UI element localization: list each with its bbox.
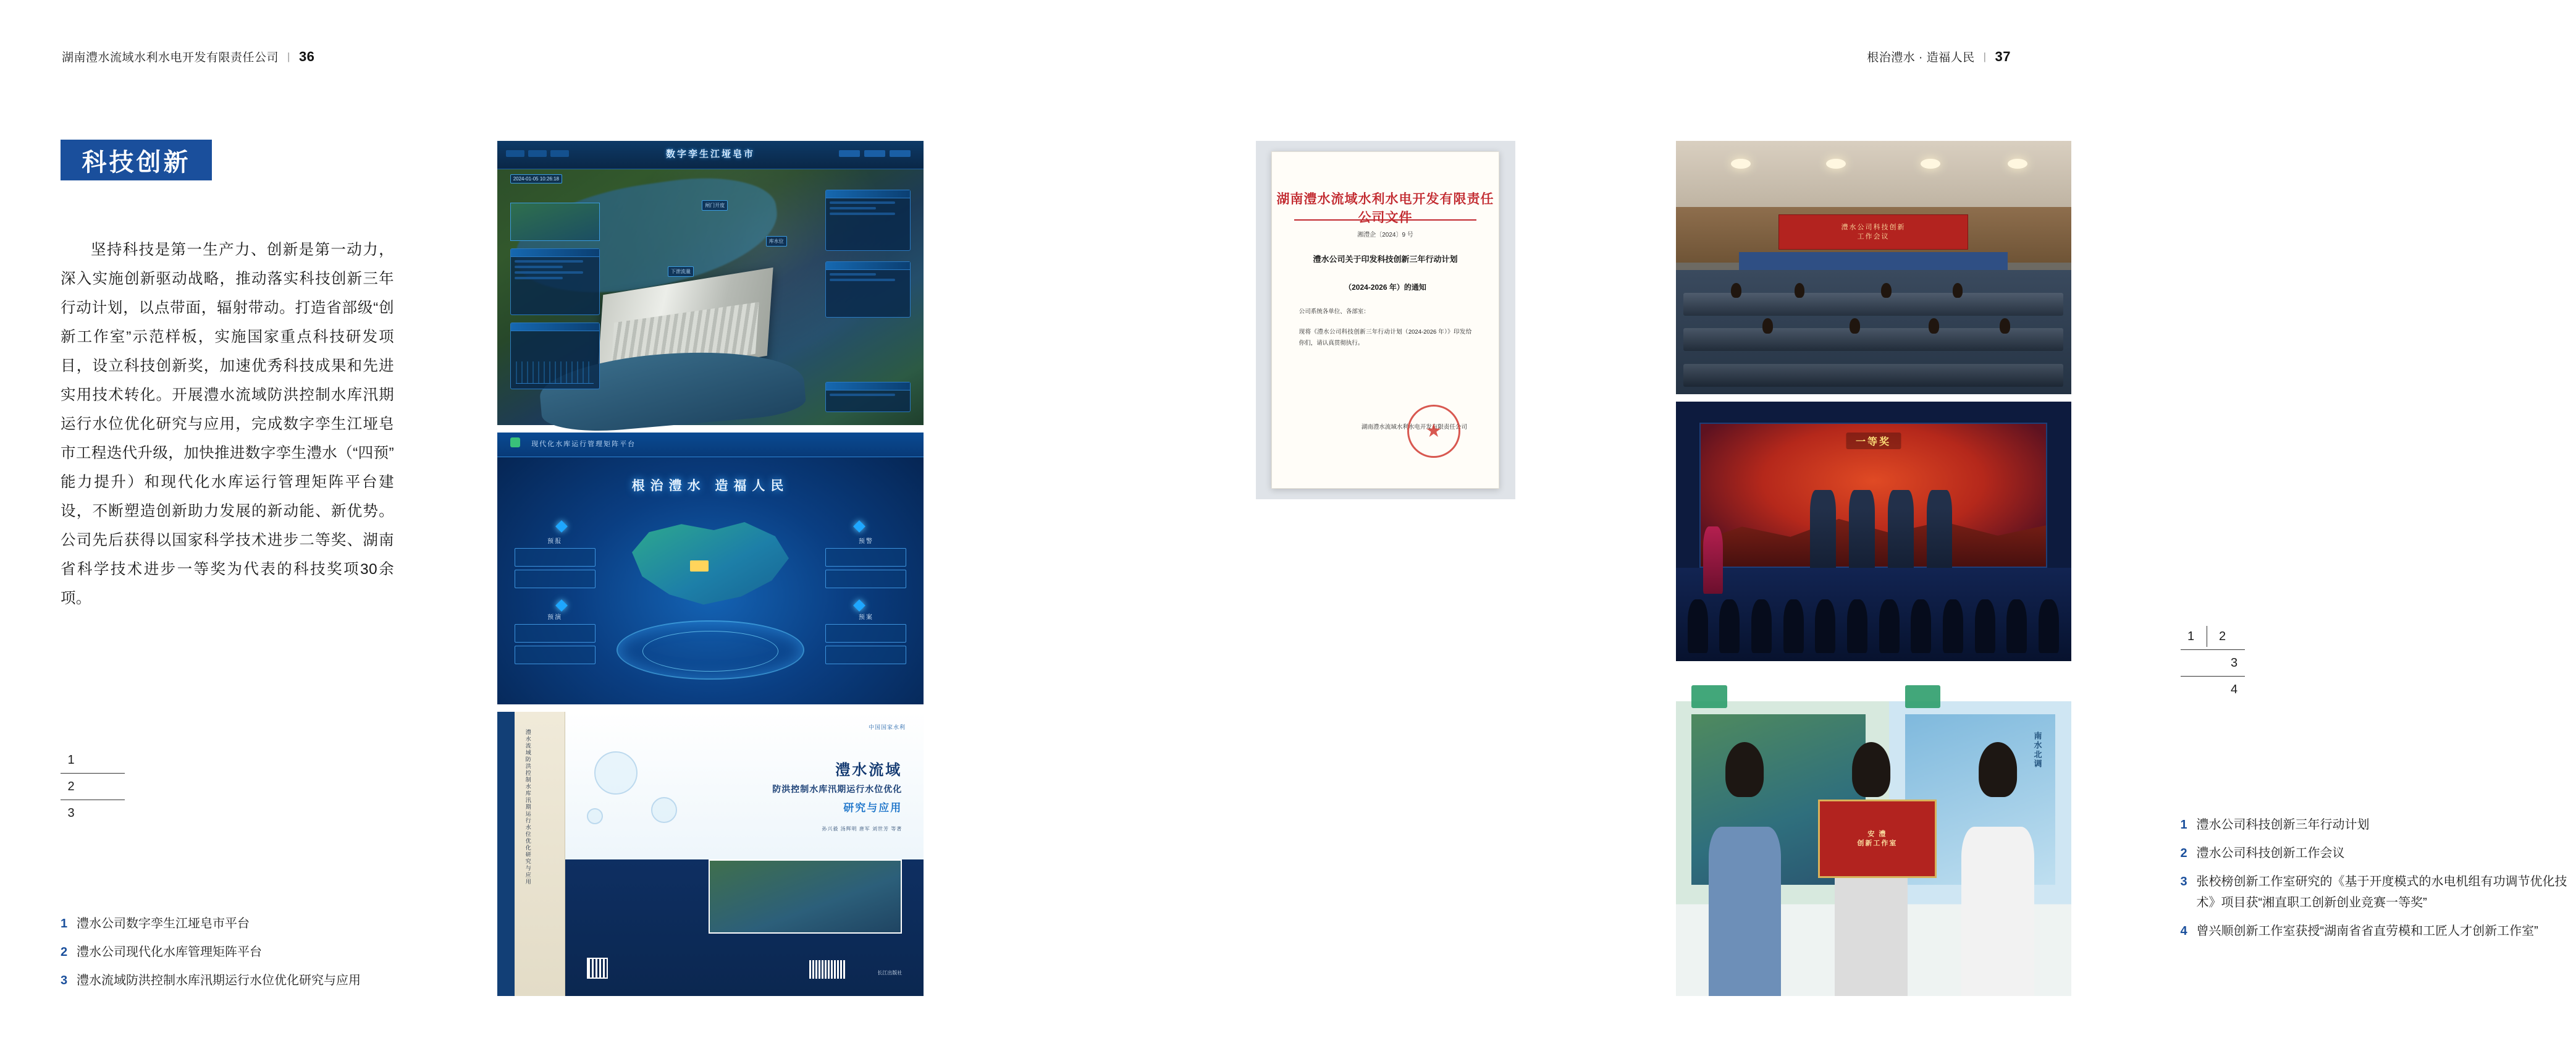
book-front	[565, 712, 924, 996]
spine-title: 澧水流域防洪控制水库汛期运行水位优化研究与应用	[524, 728, 531, 885]
section-title-text: 科技创新	[82, 148, 191, 176]
caption-item	[2181, 871, 2576, 913]
document-signature: 湖南澧水流域水利水电开发有限责任公司	[1361, 424, 1467, 431]
corner-label: 预报	[547, 538, 563, 546]
corner-plan[interactable]	[825, 612, 906, 667]
meeting-banner-text: 澧水公司科技创新 工作会议	[1841, 223, 1906, 240]
award-plaque-text: 安 澧 创新工作室	[1857, 830, 1898, 847]
left-data-panel	[510, 248, 600, 315]
stage-table	[1739, 252, 2008, 270]
barcode-icon	[808, 960, 845, 979]
corner-label: 预案	[858, 614, 873, 622]
right-data-panel	[825, 190, 911, 251]
caption-number: 1	[61, 917, 68, 931]
figure-digital-twin-platform	[497, 141, 924, 425]
figure-matrix-platform	[497, 433, 924, 704]
attendee	[1953, 283, 1963, 298]
figure-index-number: 2	[67, 780, 75, 793]
prize-label: 一等奖	[1846, 433, 1901, 449]
audience-silhouettes	[1688, 586, 2060, 653]
corner-forecast[interactable]	[515, 536, 596, 591]
map-node-icon	[854, 599, 866, 612]
figure-index-number: 3	[67, 806, 75, 820]
ceiling-light	[1826, 159, 1846, 169]
divider	[2181, 676, 2245, 677]
digital-twin-screenshot	[497, 141, 924, 425]
corner-rehearsal[interactable]	[515, 612, 596, 667]
document-recipient: 公司系统各单位、各部室：	[1299, 308, 1370, 316]
seat-row	[1683, 364, 2063, 387]
section-title	[61, 140, 212, 180]
backdrop-logo-icon	[1691, 685, 1727, 708]
host-presenter	[1703, 526, 1723, 594]
matrix-header	[497, 433, 924, 457]
water-drop-decor	[587, 808, 603, 824]
attendee	[1929, 318, 1939, 334]
caption-text: 澧水流域防洪控制水库汛期运行水位优化研究与应用	[77, 974, 361, 987]
figure-index-number: 3	[2230, 656, 2238, 670]
divider	[61, 773, 125, 774]
meeting-photo	[1676, 141, 2071, 394]
tag-reservoir-level: 库水位	[766, 236, 787, 247]
company-logo-icon	[510, 437, 520, 447]
caption-number: 3	[61, 974, 68, 987]
book-cover-photo	[709, 859, 902, 934]
caption-item	[61, 970, 406, 991]
tag-outflow: 下泄流量	[668, 266, 694, 277]
basin-map-shape	[625, 514, 796, 615]
figure-index-number: 2	[2218, 630, 2226, 643]
book-cover-image	[497, 712, 924, 996]
map-node-icon	[555, 520, 568, 533]
person-hair	[1726, 742, 1764, 797]
figure-index-row	[2181, 626, 2245, 647]
publisher-brand: 中国国家水利	[869, 724, 906, 731]
water-drop-decor	[651, 797, 677, 823]
document-body: 现将《澧水公司科技创新三年行动计划（2024-2026 年）》印发给你们，请认真贯彻执行。	[1299, 328, 1472, 347]
figure-index-number: 1	[67, 753, 75, 767]
figure-book-cover	[497, 712, 924, 996]
caption-text: 张校榜创新工作室研究的《基于开度模式的水电机组有功调节优化技术》项目获“湘直职工创新创业竞赛一等奖”	[2196, 875, 2567, 910]
caption-number: 4	[2180, 924, 2187, 938]
person-body	[1709, 827, 1782, 996]
figure-index-right	[2181, 626, 2245, 700]
caption-item	[61, 913, 406, 934]
document-red-rule	[1294, 219, 1476, 221]
book-title-main: 澧水流域	[835, 761, 903, 779]
bottom-toolbar-panel	[825, 382, 911, 413]
body-paragraph: 坚持科技是第一生产力、创新是第一动力，深入实施创新驱动战略，推动落实科技创新三年行动计划，以点带面，辐射带动。打造省部级“创新工作室”示范样板，实施国家重点科技研发项目，设立科技创新奖，加速优秀科技成果和先进实用技术转化。开展澧水流域防洪控制水库汛期运行水位优化研究与应用，完成数字孪生江垭皂市工程迭代升级，加快推进数字孪生澧水（“四预”能力提升）和现代化水库运行管理矩阵平台建设，不断塑造创新助力发展的新动能、新优势。公司先后获得以国家科学技术进步二等奖、湖南省科学技术进步一等奖为代表的科技奖项30余项。	[61, 241, 395, 607]
document-sheet	[1271, 151, 1500, 488]
book-title-sub: 防洪控制水库汛期运行水位优化	[772, 783, 903, 794]
running-head-left-text: 湖南澧水流域水利水电开发有限责任公司	[62, 51, 279, 64]
figure-index-left	[61, 749, 125, 824]
award-photo	[1676, 402, 2071, 661]
figure-index-row	[2181, 652, 2245, 673]
caption-list-left	[61, 913, 406, 998]
official-stamp-icon	[1407, 405, 1460, 458]
running-head-right-separator: |	[1983, 50, 1987, 62]
figure-plaque-photo	[1676, 669, 2071, 996]
matrix-platform-screenshot	[497, 433, 924, 704]
right-page	[1037, 0, 2567, 1051]
caption-number: 3	[2180, 875, 2187, 888]
tag-gate-opening: 闸门开度	[702, 200, 728, 211]
person-hair	[1979, 742, 2017, 797]
person-right	[1953, 747, 2044, 996]
corner-warning[interactable]	[825, 536, 906, 591]
platform-title: 数字孪生江垭皂市	[665, 149, 756, 160]
document-subject-line2: （2024-2026 年）的通知	[1344, 282, 1426, 292]
attendee	[1881, 283, 1892, 298]
spine-stripe	[497, 712, 515, 996]
plaque-photo	[1676, 669, 2071, 996]
attendee	[1731, 283, 1741, 298]
person-left	[1699, 747, 1790, 996]
attendee	[1850, 318, 1860, 334]
matrix-slogan: 根治澧水 造福人民	[631, 479, 789, 494]
book-press: 长江出版社	[877, 969, 903, 976]
figure-index-number: 1	[2187, 630, 2195, 643]
attendee	[2000, 318, 2010, 334]
tag-timestamp: 2024-01-05 10:26:18	[510, 174, 562, 184]
left-page	[0, 0, 1037, 1051]
platform-left-tabs	[506, 150, 569, 157]
page-number-right: 37	[1995, 48, 2011, 64]
figure-official-document	[1256, 141, 1515, 499]
document-org-title: 湖南澧水流域水利水电开发有限责任公司文件	[1276, 192, 1494, 226]
person-hair	[1852, 742, 1890, 797]
right-status-panel	[825, 261, 911, 318]
attendee	[1795, 283, 1805, 298]
figure-index-number: 4	[2230, 683, 2238, 696]
caption-text: 曾兴顺创新工作室获授“湖南省省直劳模和工匠人才创新工作室”	[2196, 924, 2538, 938]
figure-index-row	[2181, 679, 2245, 700]
figure-meeting-photo	[1676, 141, 2071, 394]
document-scan	[1256, 141, 1515, 499]
mini-map[interactable]	[510, 203, 600, 241]
caption-text: 澧水公司数字孪生江垭皂市平台	[77, 917, 250, 931]
attendee	[1762, 318, 1773, 334]
caption-list-right	[2181, 814, 2576, 949]
ceiling-light	[2008, 159, 2027, 169]
backdrop-logo-icon	[1905, 685, 1941, 708]
seat-row	[1683, 293, 2063, 316]
map-node-icon	[555, 599, 568, 612]
caption-item	[2181, 921, 2576, 942]
caption-item	[2181, 843, 2576, 864]
caption-text: 澧水公司科技创新三年行动计划	[2196, 818, 2370, 832]
platform-right-tabs	[839, 150, 911, 157]
corner-label: 预演	[547, 614, 563, 622]
qr-code-icon	[587, 958, 608, 979]
aerial-dam-photo	[497, 169, 924, 425]
ceiling-light	[1921, 159, 1940, 169]
page-number-left: 36	[298, 48, 315, 64]
map-ring-inner	[642, 631, 779, 672]
book-title-tail: 研究与应用	[843, 801, 903, 814]
book-spine	[497, 712, 565, 996]
running-head-left	[62, 48, 314, 65]
award-plaque	[1818, 800, 1937, 878]
meeting-banner	[1778, 214, 1968, 250]
person-body	[1961, 827, 2034, 996]
backdrop-right-text: 南水北调	[2032, 731, 2042, 769]
divider	[2181, 649, 2245, 650]
document-number: 湘澧企〔2024〕9 号	[1357, 232, 1413, 239]
left-chart-panel	[510, 323, 600, 389]
matrix-header-title: 现代化水库运行管理矩阵平台	[531, 440, 636, 448]
running-head-left-separator: |	[287, 50, 290, 62]
water-drop-decor	[594, 751, 638, 795]
running-head-right-text: 根治澧水 · 造福人民	[1867, 51, 1975, 64]
book-title-block	[772, 758, 902, 814]
ceiling-light	[1731, 159, 1751, 169]
map-node-icon	[854, 520, 866, 533]
figure-award-photo	[1676, 402, 2071, 661]
caption-item	[2181, 814, 2576, 835]
caption-number: 2	[2180, 846, 2187, 860]
caption-number: 1	[2180, 818, 2187, 832]
caption-text: 澧水公司现代化水库管理矩阵平台	[77, 945, 262, 959]
ceiling	[1676, 141, 2071, 207]
caption-text: 澧水公司科技创新工作会议	[2196, 846, 2345, 860]
document-subject-line1: 澧水公司关于印发科技创新三年行动计划	[1313, 255, 1458, 264]
running-head-right	[1867, 48, 2011, 65]
caption-number: 2	[61, 945, 68, 959]
corner-label: 预警	[858, 538, 873, 546]
book-authors: 孙兴毅 汤辉明 唐军 刘世芳 等著	[822, 826, 903, 832]
caption-item	[61, 942, 406, 963]
